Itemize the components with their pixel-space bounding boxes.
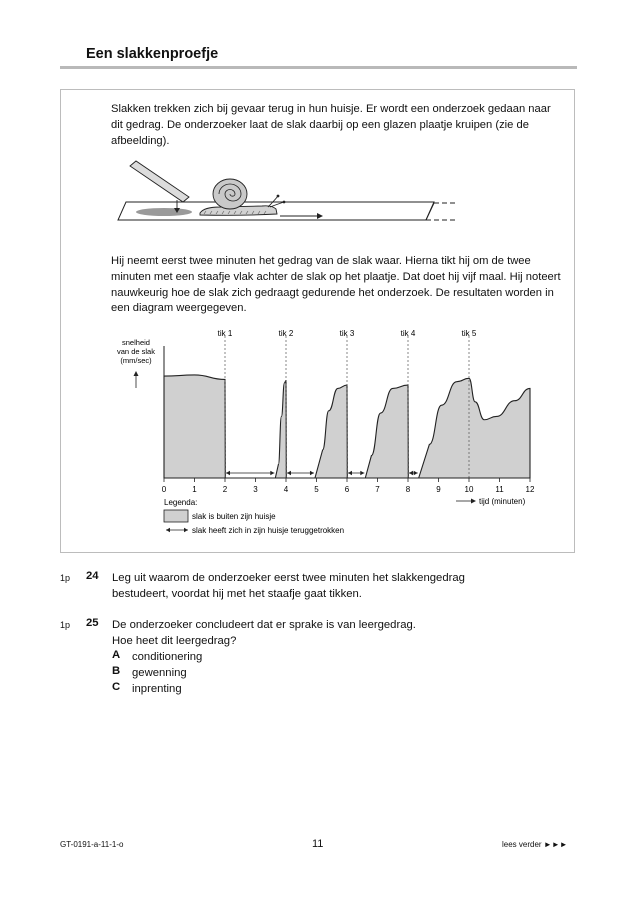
question-25-number: 25 [86,617,99,629]
page-number: 11 [312,838,324,850]
legend-outside-label: slak is buiten zijn huisje [192,512,276,521]
x-tick-label-9: 9 [436,485,441,494]
option-a-text: conditionering [132,651,203,663]
y-label-line-2: van de slak [117,347,155,356]
intro-paragraph: Slakken trekken zich bij gevaar terug in hun huisje. Er wordt een onderzoek gedaan naar dit gedrag. De onderzoeker laat de slak daarbij op een glazen plaatje kruipen (zie de afbeelding). [111,103,551,147]
tap-spot [136,208,192,216]
legend-swatch-outside [164,510,188,522]
x-label-arrowhead [471,499,476,504]
tap-label-2: tik 2 [278,329,294,338]
tap-label-1: tik 1 [217,329,233,338]
option-a-letter: A [112,649,121,661]
description-paragraph: Hij neemt eerst twee minuten het gedrag van de slak waar. Hierna tikt hij om de twee minuten met een staafje vlak achter de slak op het plaatje. Dat doet hij vijf maal. Hij noteert nauwkeurig hoe de slak zich gedraagt gedurende het onderzoek. De resultaten worden in een diagram weergegeven. [111,255,561,315]
y-label-line-3: (mm/sec) [120,356,152,365]
legend-title: Legenda: [164,498,198,507]
x-tick-label-8: 8 [405,485,411,494]
tap-label-3: tik 3 [339,329,355,338]
legend-withdrawn-symbol [166,528,188,532]
option-b-letter: B [112,665,121,677]
x-tick-label-11: 11 [495,485,504,494]
question-25-points: 1p [60,620,71,630]
x-tick-label-6: 6 [344,485,350,494]
question-25-line-2: Hoe heet dit leergedrag? [112,635,237,647]
x-tick-label-1: 1 [192,485,197,494]
footer-next: lees verder ►►► [502,840,568,849]
snail [200,179,285,215]
question-24-points: 1p [60,573,71,583]
x-axis-label: tijd (minuten) [479,497,526,506]
question-24-number: 24 [86,570,99,582]
x-tick-label-7: 7 [375,485,380,494]
x-tick-label-10: 10 [464,485,474,494]
x-tick-label-4: 4 [283,485,289,494]
snail-illustration [112,160,482,238]
x-tick-label-12: 12 [525,485,535,494]
withdrawn-marker-2 [287,471,314,475]
footer-code: GT-0191-a-11-1-o [60,840,124,849]
x-tick-label-0: 0 [161,485,167,494]
y-label-arrowhead [134,371,139,376]
speed-area [164,375,530,478]
option-c-letter: C [112,681,121,693]
question-25-line-1: De onderzoeker concludeert dat er sprake is van leergedrag. [112,619,416,631]
withdrawn-marker-4 [409,471,418,475]
x-tick-label-3: 3 [253,485,258,494]
page-title: Een slakkenproefje [86,46,219,62]
option-b-text: gewenning [132,667,187,679]
y-label-line-1: snelheid [122,338,150,347]
legend-withdrawn-label: slak heeft zich in zijn huisje teruggetrokken [192,526,345,535]
question-24-line-2: bestudeert, voordat hij met het staafje gaat tikken. [112,588,362,600]
withdrawn-marker-3 [348,471,364,475]
chart-plot-area [164,375,530,478]
speed-chart [100,326,550,541]
x-tick-label-2: 2 [222,485,228,494]
question-24-line-1: Leg uit waarom de onderzoeker eerst twee minuten het slakkengedrag [112,572,465,584]
option-c-text: inprenting [132,683,182,695]
title-rule [60,66,577,69]
tap-label-4: tik 4 [400,329,416,338]
x-tick-label-5: 5 [314,485,319,494]
withdrawn-marker-1 [226,471,274,475]
tap-label-5: tik 5 [461,329,477,338]
